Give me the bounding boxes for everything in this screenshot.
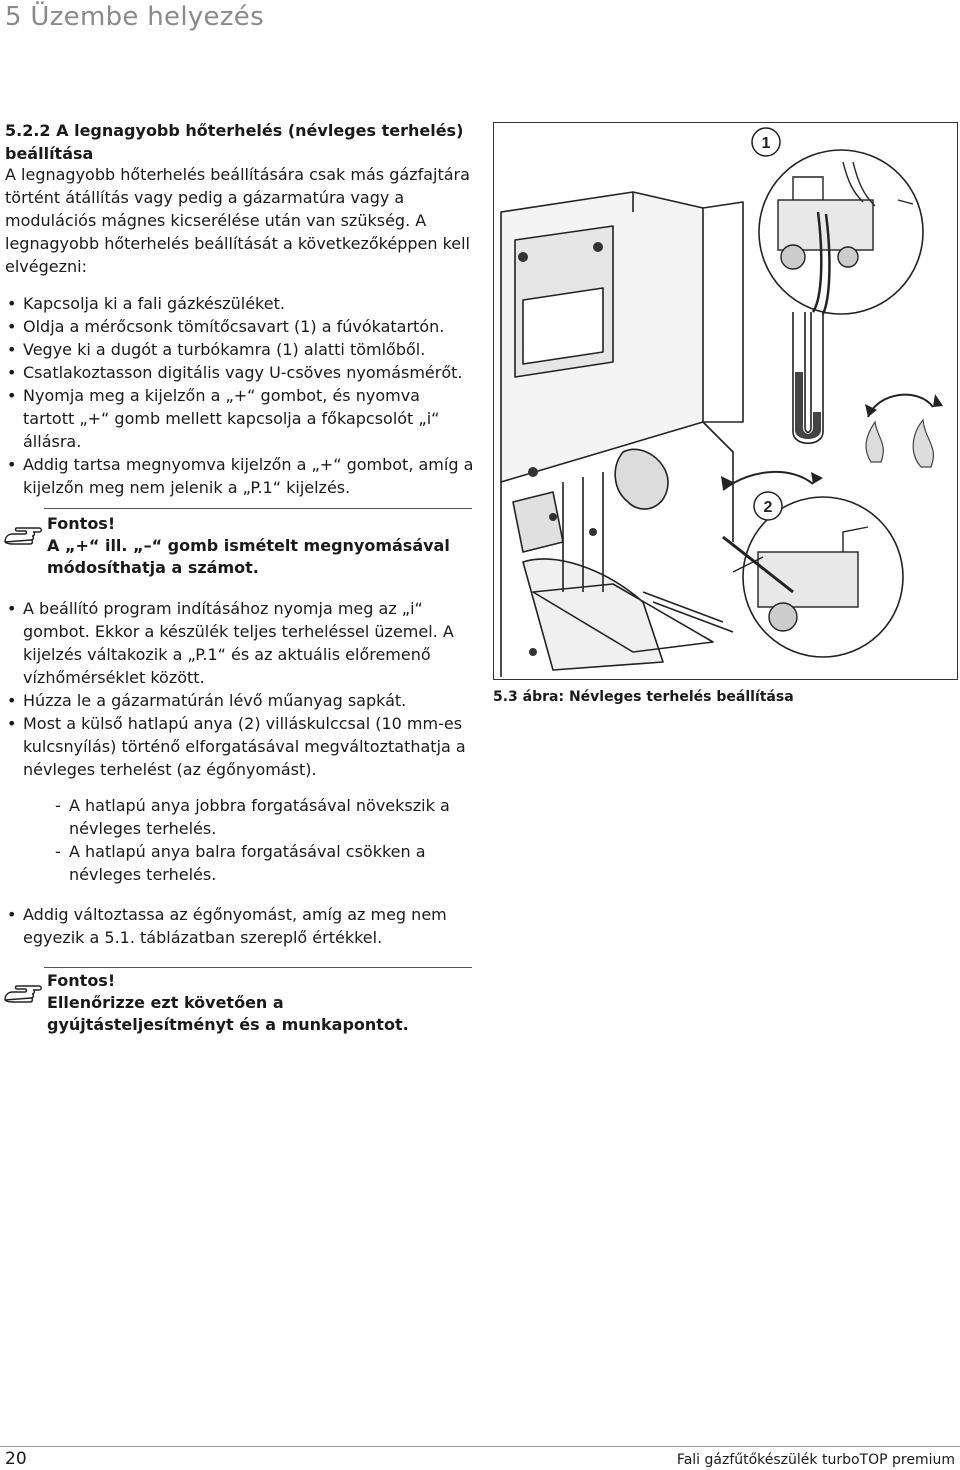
list-item: • Húzza le a gázarmatúrán lévő műanyag sapkát. xyxy=(7,691,407,710)
chapter-title: 5 Üzembe helyezés xyxy=(5,2,264,32)
note-divider xyxy=(44,508,472,509)
pointing-hand-icon xyxy=(3,520,43,548)
steps-list-3 xyxy=(5,903,475,949)
note-divider xyxy=(44,967,472,968)
sub-step: - A hatlapú anya jobbra forgatásával növekszik a névleges terhelés. xyxy=(55,796,450,838)
note-title: Fontos! xyxy=(47,514,116,533)
sub-steps xyxy=(55,794,475,886)
note-title: Fontos! xyxy=(47,971,116,990)
bullet-icon: • xyxy=(7,599,17,618)
section-heading: 5.2.2 A legnagyobb hőterhelés (névleges terhelés) beállítása xyxy=(5,121,464,163)
bullet-icon: • xyxy=(7,363,17,382)
bullet-icon: • xyxy=(7,691,17,710)
list-item: • Oldja a mérőcsonk tömítőcsavart (1) a fúvókatartón. xyxy=(7,317,445,336)
dash-icon: - xyxy=(55,796,61,815)
bullet-icon: • xyxy=(7,714,17,733)
figure-caption: 5.3 ábra: Névleges terhelés beállítása xyxy=(493,689,794,705)
list-item: • Nyomja meg a kijelzőn a „+“ gombot, és nyomva tartott „+“ gomb mellett kapcsolja a főkapcsolót „i“ állásra. xyxy=(7,386,440,451)
intro-paragraph: A legnagyobb hőterhelés beállítására csak más gázfajtára történt átállítás vagy pedig a gázarmatúra vagy a modulációs mágnes kicserélése után van szükség. A legnagyobb hőterhelés beállítását a következőképpen kell elvégezni: xyxy=(5,165,470,276)
list-item: • Vegye ki a dugót a turbókamra (1) alatti tömlőből. xyxy=(7,340,426,359)
sub-step: - A hatlapú anya balra forgatásával csökken a névleges terhelés. xyxy=(55,842,426,884)
page-number: 20 xyxy=(5,1449,27,1469)
bullet-icon: • xyxy=(7,905,17,924)
callout-2-label: 2 xyxy=(763,499,773,516)
callout-1-label: 1 xyxy=(761,135,771,152)
bullet-icon: • xyxy=(7,317,17,336)
boiler-illustration xyxy=(493,122,958,680)
bullet-icon: • xyxy=(7,455,17,474)
list-item: • A beállító program indításához nyomja meg az „i“ gombot. Ekkor a készülék teljes terheléssel üzemel. A kijelzés váltakozik a „P.1“ és az aktuális előremenő vízhőmérséklet között. xyxy=(7,599,454,687)
list-item: • Most a külső hatlapú anya (2) villáskulccsal (10 mm-es kulcsnyílás) történő elforgatásával megváltoztathatja a névleges terhelést (az égőnyomást). xyxy=(7,714,466,779)
footer-divider xyxy=(0,1446,960,1447)
note-body: A „+“ ill. „–“ gomb ismételt megnyomásával módosíthatja a számot. xyxy=(47,536,450,577)
bullet-icon: • xyxy=(7,294,17,313)
steps-list-2 xyxy=(5,597,475,781)
list-item: • Addig tartsa megnyomva kijelzőn a „+“ gombot, amíg a kijelzőn meg nem jelenik a „P.1“ kijelzés. xyxy=(7,455,474,497)
list-item: • Addig változtassa az égőnyomást, amíg az meg nem egyezik a 5.1. táblázatban szereplő értékkel. xyxy=(7,905,447,947)
list-item: • Kapcsolja ki a fali gázkészüléket. xyxy=(7,294,285,313)
list-item: • Csatlakoztasson digitális vagy U-csöves nyomásmérőt. xyxy=(7,363,463,382)
bullet-icon: • xyxy=(7,340,17,359)
steps-list-1 xyxy=(5,292,475,499)
pointing-hand-icon xyxy=(3,978,43,1006)
footer-document-title: Fali gázfűtőkészülék turboTOP premium xyxy=(676,1452,955,1468)
bullet-icon: • xyxy=(7,386,17,405)
note-body: Ellenőrizze ezt követően a gyújtásteljesítményt és a munkapontot. xyxy=(47,993,409,1034)
dash-icon: - xyxy=(55,842,61,861)
